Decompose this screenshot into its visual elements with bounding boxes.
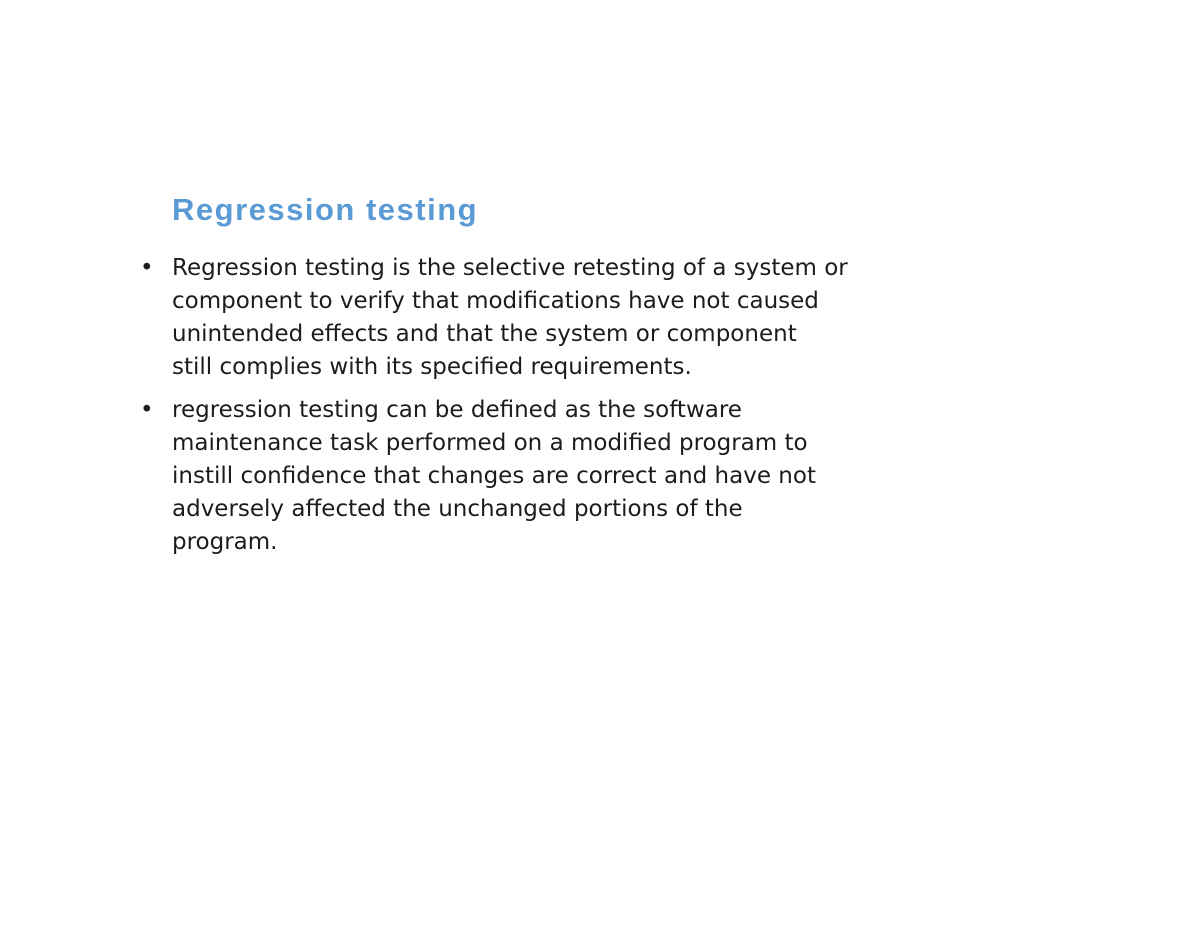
bullet-item [140, 394, 880, 559]
bullet-text-line: maintenance task performed on a modified program to [172, 430, 808, 456]
bullet-item [140, 252, 880, 384]
bullet-dot-icon: • [140, 255, 154, 281]
bullet-text-line: unintended effects and that the system or component [172, 321, 797, 347]
bullet-list [140, 252, 880, 569]
bullet-text-line: regression testing can be defined as the software [172, 397, 742, 423]
slide-title: Regression testing [172, 192, 479, 227]
bullet-text-line: adversely affected the unchanged portions of the [172, 496, 743, 522]
bullet-text-line: component to verify that modifications have not caused [172, 288, 819, 314]
bullet-text-line: program. [172, 529, 278, 555]
bullet-text-line: still complies with its specified requirements. [172, 354, 692, 380]
bullet-text-line: instill confidence that changes are correct and have not [172, 463, 816, 489]
bullet-dot-icon: • [140, 397, 154, 423]
bullet-text-line: Regression testing is the selective retesting of a system or [172, 255, 848, 281]
